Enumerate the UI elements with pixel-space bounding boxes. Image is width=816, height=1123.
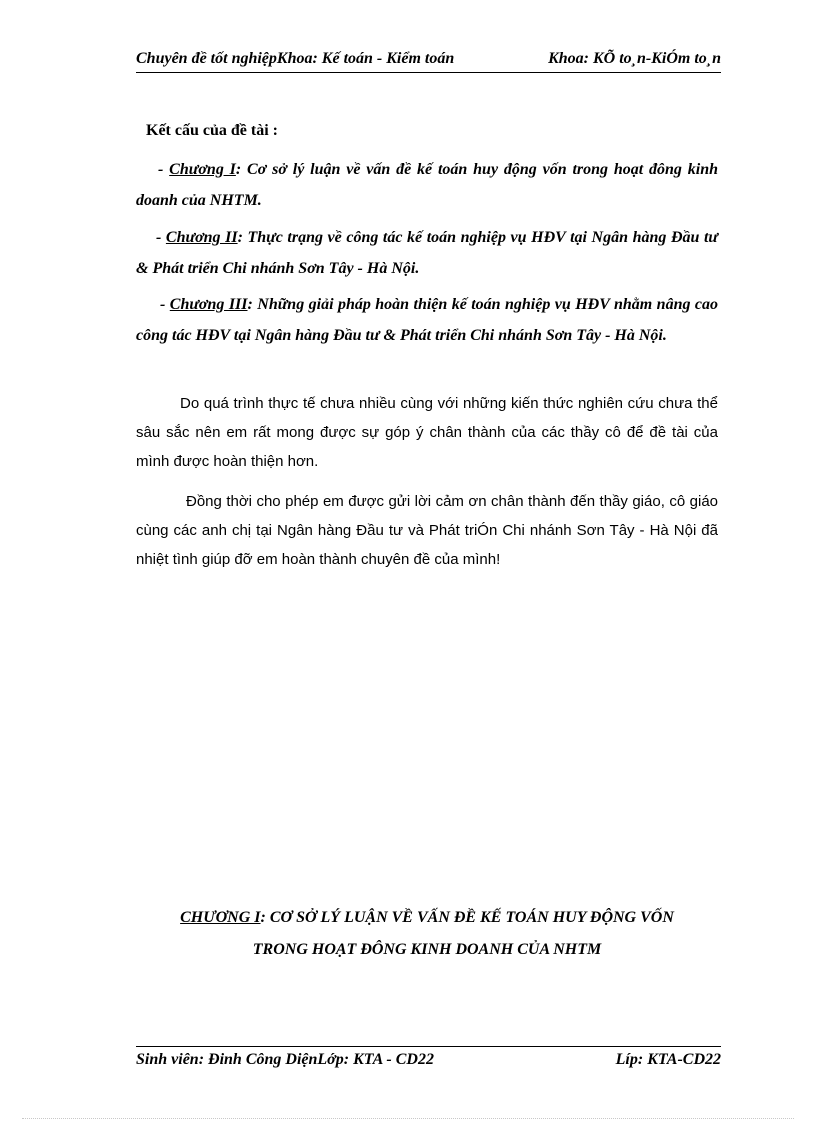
chapter-item-label: Chương I bbox=[169, 161, 236, 178]
page-footer bbox=[136, 1046, 721, 1071]
chapter-item-3 bbox=[136, 289, 718, 351]
chapter-item-1 bbox=[136, 154, 718, 216]
chapter-item-prefix: - bbox=[156, 229, 166, 246]
structure-title: Kết cấu của đề tài : bbox=[146, 122, 278, 139]
chapter-heading-title: : CƠ SỞ LÝ LUẬN VỀ VẤN ĐỀ KẾ TOÁN HUY ĐỘNG VỐN bbox=[260, 909, 674, 926]
footer-right-text: Líp: KTA-CD22 bbox=[615, 1051, 721, 1068]
page-bottom-divider bbox=[22, 1118, 794, 1119]
chapter-item-text: : Những giải pháp hoàn thiện kế toán nghiệp vụ HĐV nhằm nâng cao công tác HĐV tại Ngân hàng Đầu tư & Phát triển Chi nhánh Sơn Tây - Hà Nội. bbox=[136, 296, 719, 344]
page-header bbox=[136, 48, 721, 73]
chapter-item-2 bbox=[136, 222, 718, 284]
chapter-heading-line-2: TRONG HOẠT ĐÔNG KINH DOANH CỦA NHTM bbox=[252, 941, 602, 958]
footer-left-text: Sinh viên: Đinh Công DiệnLớp: KTA - CD22 bbox=[136, 1051, 434, 1068]
chapter-item-text: : Cơ sở lý luận về vấn đề kế toán huy động vốn trong hoạt đông kinh doanh của NHTM. bbox=[136, 161, 718, 209]
chapter-heading bbox=[136, 902, 718, 966]
closing-paragraph-1: Do quá trình thực tế chưa nhiều cùng với những kiến thức nghiên cứu chưa thể sâu sắc nên em rất mong được sự góp ý chân thành của các thầy cô để đề tài của mình được hoàn thiện hơn. bbox=[136, 395, 718, 470]
chapter-item-text: : Thực trạng về công tác kế toán nghiệp vụ HĐV tại Ngân hàng Đầu tư & Phát triển Chi nhánh Sơn Tây - Hà Nội. bbox=[136, 229, 718, 277]
chapter-item-label: Chương II bbox=[165, 229, 238, 246]
closing-paragraph-2: Đồng thời cho phép em được gửi lời cảm ơn chân thành đến thầy giáo, cô giáo cùng các anh chị tại Ngân hàng Đầu tư và Phát triÓn Chi nhánh Sơn Tây - Hà Nội đã nhiệt tình giúp đỡ em hoàn thành chuyên đề của mình! bbox=[136, 493, 718, 568]
chapter-heading-line-1 bbox=[136, 902, 718, 934]
chapter-item-prefix: - bbox=[158, 161, 170, 178]
header-right-text: Khoa: KÕ to¸n-KiÓm to¸n bbox=[548, 50, 721, 67]
chapter-item-label: Chương III bbox=[169, 296, 248, 313]
header-left-text: Chuyên đề tốt nghiệpKhoa: Kế toán - Kiểm toán bbox=[136, 50, 455, 67]
chapter-heading-label: CHƯƠNG I bbox=[180, 909, 261, 926]
chapter-item-prefix: - bbox=[160, 296, 170, 313]
